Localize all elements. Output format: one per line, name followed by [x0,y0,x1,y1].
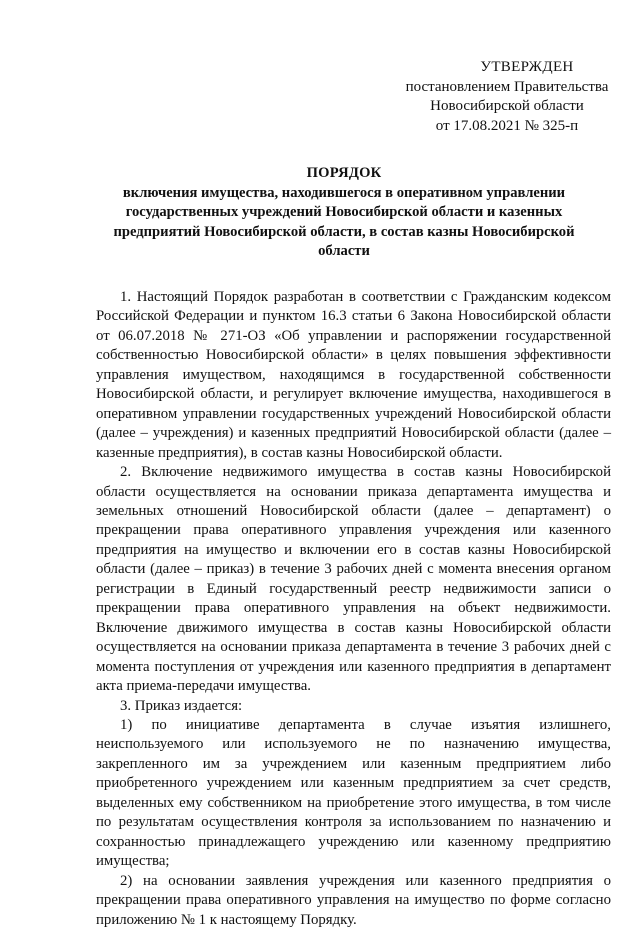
paragraph-2: 2. Включение недвижимого имущества в состав казны Новосибирской области осуществляется на основании приказа департамента имущества и земельных отношений Новосибирской области (далее – департамент) о прекращении права оперативного управления учреждения или казенного предприятия на имущество и включении его в состав казны Новосибирской области (далее – приказ) в течение 3 рабочих дней с момента внесения органом регистрации в Единый государственный реестр недвижимости записи о прекращении права оперативного управления на объект недвижимости. Включение движимого имущества в состав казны Новосибирской области осуществляется на основании приказа департамента в течение 3 рабочих дней с момента поступления от учреждения или казенного предприятия в департамент акта приема-передачи имущества. [96,464,611,695]
document-body [96,288,611,930]
paragraph-3-item-2: 2) на основании заявления учреждения или казенного предприятия о прекращении права оперативного управления на имущество по форме согласно приложению № 1 к настоящему Порядку. [96,872,611,928]
approval-date-number: от 17.08.2021 № 325-п [435,117,579,134]
title-heading: ПОРЯДОК [306,165,382,181]
approval-authority: постановлением Правительства [405,78,609,95]
approval-title: УТВЕРЖДЕН [480,59,574,75]
paragraph-3-item-1: 1) по инициативе департамента в случае изъятия излишнего, неиспользуемого или используемого не по назначению имущества, закрепленного им за учреждением или казенным предприятием либо приобретенного учреждением или казенным предприятием за счет средств, выделенных ему собственником на приобретение этого имущества, в том числе по результатам осуществления контроля за использованием по назначению и сохранностью принадлежащего учреждению или казенному предприятию имущества; [96,716,611,870]
document-title [96,164,592,262]
title-subheading: включения имущества, находившегося в оперативном управлении государственных учреждений Новосибирской области и казенных предприятий Новосибирской области, в состав казны Новосибирской области [113,184,575,260]
approval-stamp [398,58,616,136]
paragraph-1: 1. Настоящий Порядок разработан в соответствии с Гражданским кодексом Российской Федерации и пунктом 16.3 статьи 6 Закона Новосибирской области от 06.07.2018 № 271-ОЗ «Об управлении и распоряжении государственной собственностью Новосибирской области» в целях повышения эффективности управления имуществом, находящимся в государственной собственности Новосибирской области, и регулирует включение имущества, находившегося в оперативном управлении государственных учреждений Новосибирской области (далее – учреждения) и казенных предприятий Новосибирской области (далее – казенные предприятия), в состав казны Новосибирской области. [96,289,611,461]
approval-region: Новосибирской области [430,98,584,114]
paragraph-3: 3. Приказ издается: [120,697,243,714]
